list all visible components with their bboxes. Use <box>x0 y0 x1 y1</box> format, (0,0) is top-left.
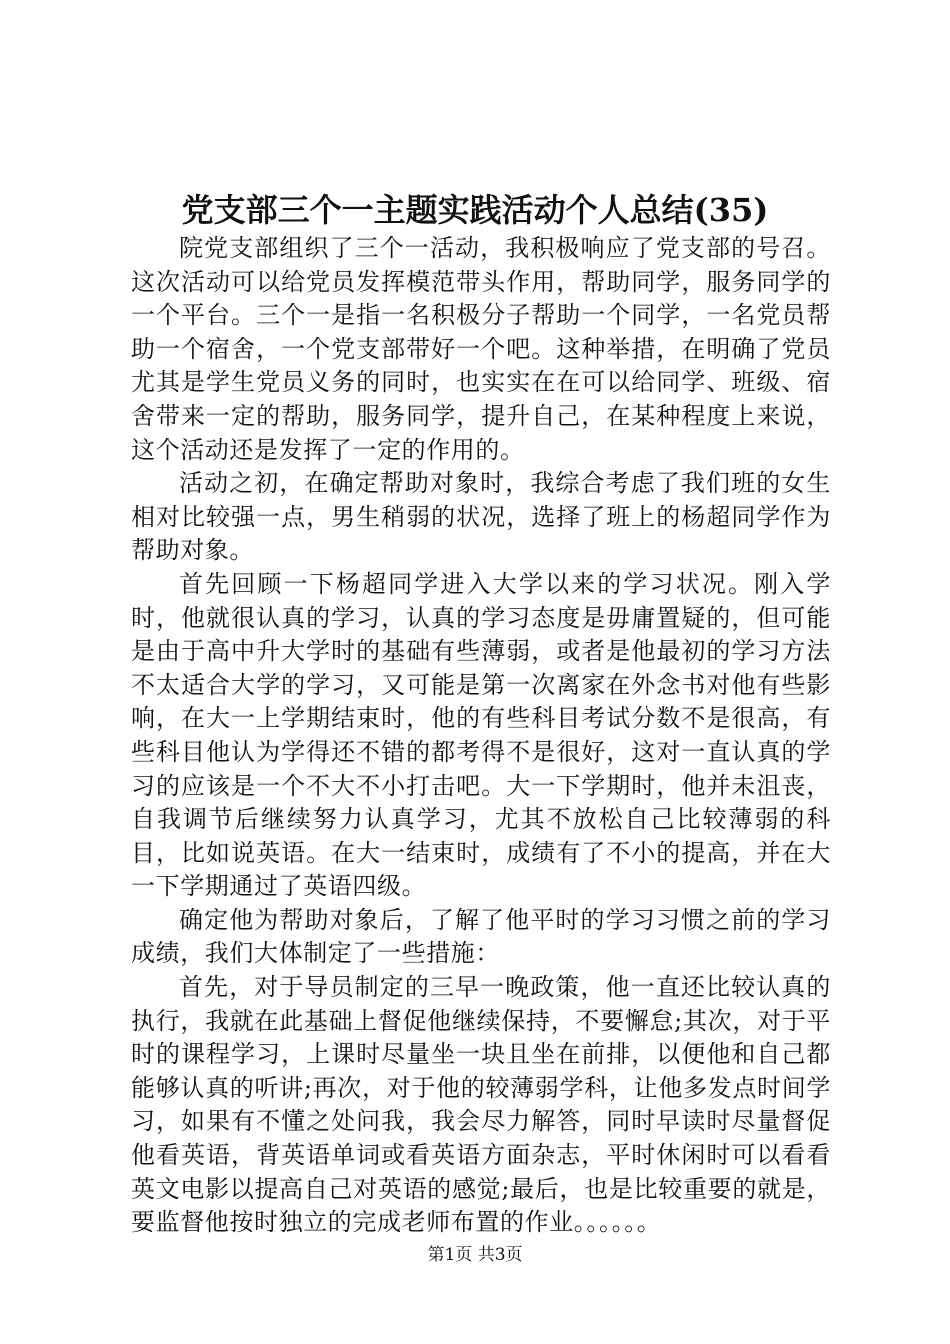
document-body <box>131 232 831 1240</box>
page-footer: 第1页 共3页 <box>427 1245 523 1265</box>
paragraph: 活动之初，在确定帮助对象时，我综合考虑了我们班的女生相对比较强一点，男生稍弱的状况，选择了班上的杨超同学作为帮助对象。 <box>131 469 831 565</box>
paragraph: 院党支部组织了三个一活动，我积极响应了党支部的号召。这次活动可以给党员发挥模范带头作用，帮助同学，服务同学的一个平台。三个一是指一名积极分子帮助一个同学，一名党员帮助一个宿舍，一个党支部带好一个吧。这种举措，在明确了党员尤其是学生党员义务的同时，也实实在在可以给同学、班级、宿舍带来一定的帮助，服务同学，提升自己，在某种程度上来说，这个活动还是发挥了一定的作用的。 <box>131 234 831 464</box>
document-title: 党支部三个一主题实践活动个人总结(35) <box>181 191 769 229</box>
paragraph: 首先，对于导员制定的三早一晚政策，他一直还比较认真的执行，我就在此基础上督促他继续保持，不要懈怠;其次，对于平时的课程学习，上课时尽量坐一块且坐在前排，以便他和自己都能够认真的听讲;再次，对于他的较薄弱学科，让他多发点时间学习，如果有不懂之处问我，我会尽力解答，同时早读时尽量督促他看英语，背英语单词或看英语方面杂志，平时休闲时可以看看英文电影以提高自己对英语的感觉;最后，也是比较重要的就是，要监督他按时独立的完成老师布置的作业。。。。。。 <box>131 973 831 1237</box>
paragraph: 首先回顾一下杨超同学进入大学以来的学习状况。刚入学时，他就很认真的学习，认真的学习态度是毋庸置疑的，但可能是由于高中升大学时的基础有些薄弱，或者是他最初的学习方法不太适合大学的学习，又可能是第一次离家在外念书对他有些影响，在大一上学期结束时，他的有些科目考试分数不是很高，有些科目他认为学得还不错的都考得不是很好，这对一直认真的学习的应该是一个不大不小打击吧。大一下学期时，他并未沮丧，自我调节后继续努力认真学习，尤其不放松自己比较薄弱的科目，比如说英语。在大一结束时，成绩有了不小的提高，并在大一下学期通过了英语四级。 <box>131 569 831 901</box>
paragraph: 确定他为帮助对象后，了解了他平时的学习习惯之前的学习成绩，我们大体制定了一些措施： <box>131 905 831 968</box>
